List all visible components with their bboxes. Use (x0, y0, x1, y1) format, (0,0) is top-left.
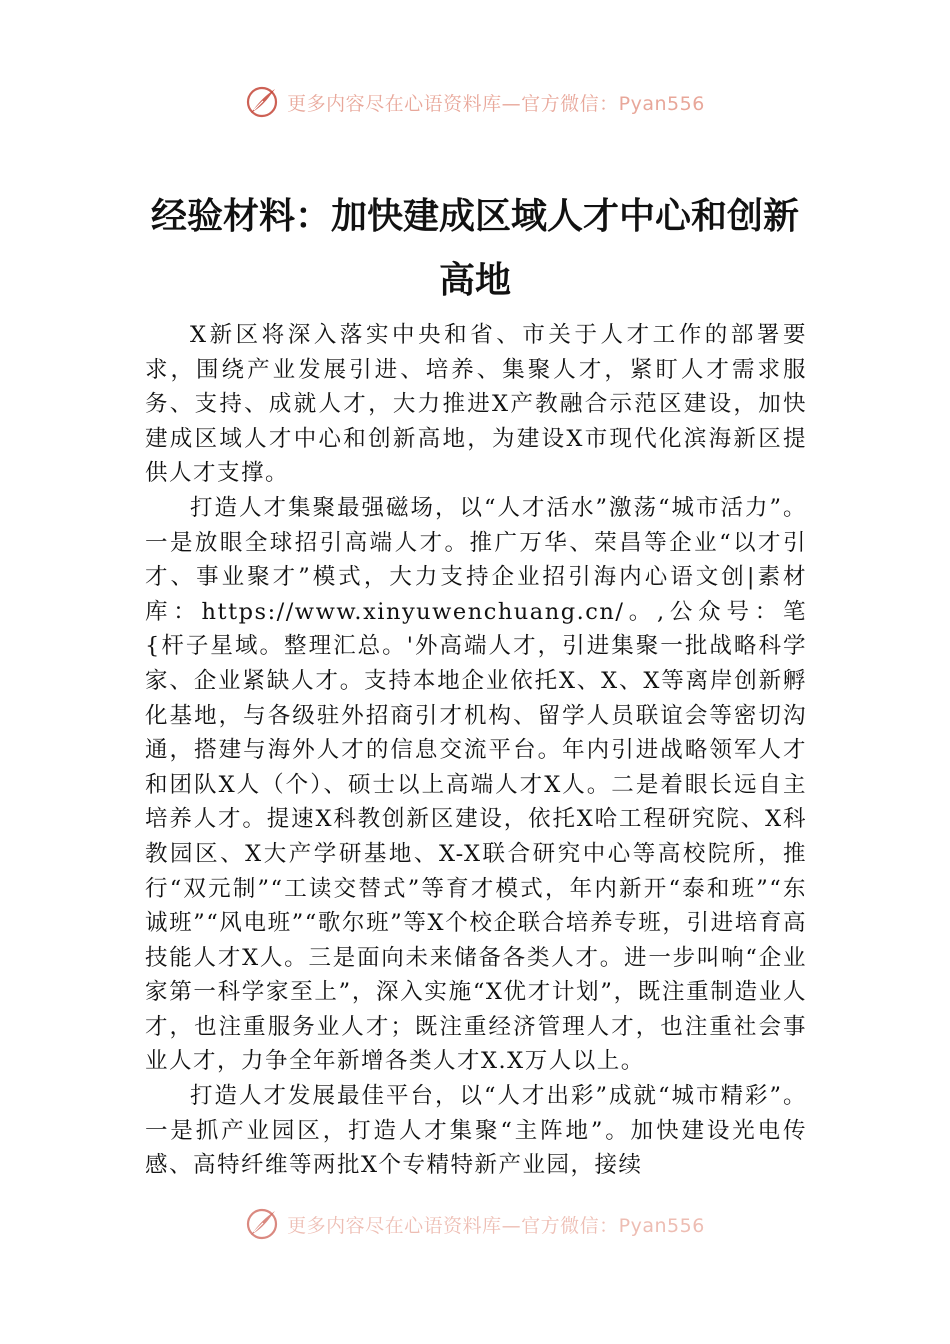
quill-logo-icon (245, 1207, 279, 1241)
title-line-1: 经验材料：加快建成区域人才中心和创新 (150, 195, 799, 237)
title-line-2: 高地 (438, 259, 511, 301)
paragraph-talent-magnet: 打造人才集聚最强磁场，以“人才活水”激荡“城市活力”。一是放眼全球招引高端人才。推广万华、荣昌等企业“以才引才、事业聚才”模式，大力支持企业招引海内心语文创|素材库：https://www.xinyuwenchuang.cn/。,公众号：笔{杆子星域。整理汇总。'外高端人才，引进集聚一批战略科学家、企业紧缺人才。支持本地企业依托X、X、X等离岸创新孵化基地，与各级驻外招商引才机构、留学人员联谊会等密切沟通，搭建与海外人才的信息交流平台。年内引进战略领军人才和团队X人（个）、硕士以上高端人才X人。二是着眼长远自主培养人才。提速X科教创新区建设，依托X哈工程研究院、X科教园区、X大产学研基地、X-X联合研究中心等高校院所，推行“双元制”“工读交替式”等育才模式，年内新开“泰和班”“东诚班”“风电班”“歌尔班”等X个校企联合培养专班，引进培育高技能人才X人。三是面向未来储备各类人才。进一步叫响“企业家第一科学家至上”，深入实施“X优才计划”，既注重制造业人才，也注重服务业人才；既注重经济管理人才，也注重社会事业人才，力争全年新增各类人才X.X万人以上。 (145, 494, 807, 1075)
quill-logo-icon (245, 85, 279, 119)
paragraph-talent-platform: 打造人才发展最佳平台，以“人才出彩”成就“城市精彩”。一是抓产业园区，打造人才集聚“主阵地”。加快建设光电传感、高特纤维等两批X个专精特新产业园，接续 (145, 1083, 807, 1179)
document-title (120, 184, 830, 312)
watermark-header (0, 82, 950, 122)
watermark-text: 更多内容尽在心语资料库—官方微信：Pyan556 (287, 92, 705, 115)
document-body (145, 318, 807, 1183)
paragraph-intro: X新区将深入落实中央和省、市关于人才工作的部署要求，围绕产业发展引进、培养、集聚人才，紧盯人才需求服务、支持、成就人才，大力推进X产教融合示范区建设，加快建成区域人才中心和创新高地，为建设X市现代化滨海新区提供人才支撑。 (145, 322, 807, 487)
watermark-text: 更多内容尽在心语资料库—官方微信：Pyan556 (287, 1214, 705, 1237)
watermark-footer (0, 1204, 950, 1244)
